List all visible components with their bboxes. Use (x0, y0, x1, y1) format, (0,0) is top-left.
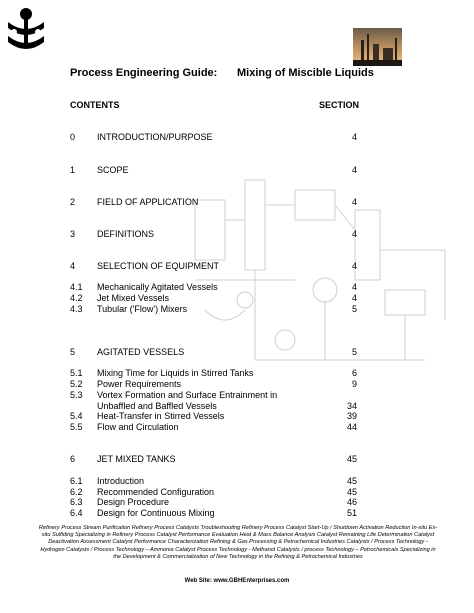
toc-row (0, 497, 474, 508)
toc-label: Design for Continuous Mixing (97, 508, 215, 518)
footer-website: Web Site: www.GBHEnterprises.com (184, 578, 290, 584)
toc-row (0, 132, 474, 143)
toc-number: 3 (70, 229, 76, 239)
toc-label: INTRODUCTION/PURPOSE (97, 132, 213, 142)
toc-row (0, 508, 474, 519)
toc-row (0, 454, 474, 465)
toc-number: 2 (70, 197, 76, 207)
toc-row (0, 229, 474, 240)
contents-heading: CONTENTS (70, 100, 120, 110)
toc-label: Mechanically Agitated Vessels (97, 282, 218, 292)
document-title: Process Engineering Guide: (70, 67, 218, 79)
toc-number: 6 (70, 454, 76, 464)
toc-page: 4 (351, 165, 357, 175)
toc-label: Vortex Formation and Surface Entrainment in (97, 390, 278, 400)
toc-number: 5.1 (70, 368, 83, 378)
toc-label: Tubular ('Flow') Mixers (97, 304, 188, 314)
toc-page: 6 (351, 368, 357, 378)
toc-row (0, 422, 474, 433)
toc-row (0, 282, 474, 293)
toc-page: 39 (346, 411, 357, 421)
toc-page: 44 (346, 422, 357, 432)
company-logo-icon (6, 6, 46, 54)
toc-number: 5 (70, 347, 76, 357)
toc-number: 5.3 (70, 390, 83, 400)
toc-page: 5 (351, 347, 357, 357)
toc-page: 4 (351, 261, 357, 271)
toc-label: JET MIXED TANKS (97, 454, 176, 464)
toc-page: 51 (346, 508, 357, 518)
toc-number: 6.4 (70, 508, 83, 518)
toc-label: Flow and Circulation (97, 422, 179, 432)
toc-label: Heat-Transfer in Stirred Vessels (97, 411, 225, 421)
document-subject: Mixing of Miscible Liquids (237, 67, 374, 79)
toc-label: SCOPE (97, 165, 129, 175)
toc-number: 6.1 (70, 476, 83, 486)
toc-page: 4 (351, 229, 357, 239)
toc-page: 34 (346, 401, 357, 411)
toc-number: 5.5 (70, 422, 83, 432)
toc-label: Unbaffled and Baffled Vessels (97, 401, 217, 411)
toc-page: 9 (351, 379, 357, 389)
toc-label: FIELD OF APPLICATION (97, 197, 199, 207)
toc-label: Design Procedure (97, 497, 170, 507)
toc-page: 4 (351, 132, 357, 142)
toc-row (0, 165, 474, 176)
toc-row (0, 476, 474, 487)
toc-page: 45 (346, 454, 357, 464)
toc-number: 0 (70, 132, 76, 142)
toc-row (0, 197, 474, 208)
toc-row (0, 261, 474, 272)
footer-description: Refinery Process Stream Purification Refinery Process Catalysts Troubleshooting Refinery Process Catalyst Start-Up / Shutdown Activation Reduction In-situ Ex-situ Sulfiding Specializing in Refinery Process Catalyst Performance Evaluation Heat & Mass Balance Analysis Catalyst Remaining Life Determination Catalyst Deactivation Assessment Catalyst Performance Characterization Refining & Gas Processing & Petrochemical Industries Catalysts / Process Technology - Hydrogen Catalysts / Process Technology – Ammonia Catalyst Process Technology - Methanol Catalysts / process Technology – Petrochemicals Specializing in the Development & Commercialization of New Technology in the Refining & Petrochemical Industries (38, 525, 438, 560)
toc-label: DEFINITIONS (97, 229, 155, 239)
section-heading: SECTION (319, 100, 360, 110)
toc-row (0, 347, 474, 358)
toc-page: 5 (351, 304, 357, 314)
toc-number: 1 (70, 165, 76, 175)
refinery-photo (353, 28, 402, 66)
toc-number: 4.2 (70, 293, 83, 303)
toc-number: 4.3 (70, 304, 83, 314)
toc-page: 46 (346, 497, 357, 507)
toc-label: Recommended Configuration (97, 487, 215, 497)
toc-row (0, 368, 474, 379)
toc-label: SELECTION OF EQUIPMENT (97, 261, 220, 271)
toc-label: Mixing Time for Liquids in Stirred Tanks (97, 368, 254, 378)
toc-page: 4 (351, 197, 357, 207)
toc-page: 4 (351, 293, 357, 303)
toc-label: Introduction (97, 476, 145, 486)
toc-label: Jet Mixed Vessels (97, 293, 170, 303)
toc-row (0, 304, 474, 315)
toc-number: 6.2 (70, 487, 83, 497)
toc-number: 4 (70, 261, 76, 271)
toc-number: 5.2 (70, 379, 83, 389)
toc-label: AGITATED VESSELS (97, 347, 185, 357)
toc-page: 4 (351, 282, 357, 292)
toc-number: 4.1 (70, 282, 83, 292)
toc-row (0, 379, 474, 390)
toc-page: 45 (346, 476, 357, 486)
toc-number: 6.3 (70, 497, 83, 507)
toc-page: 45 (346, 487, 357, 497)
toc-number: 5.4 (70, 411, 83, 421)
toc-row (0, 411, 474, 422)
toc-row (0, 293, 474, 304)
toc-row (0, 390, 474, 401)
toc-label: Power Requirements (97, 379, 182, 389)
